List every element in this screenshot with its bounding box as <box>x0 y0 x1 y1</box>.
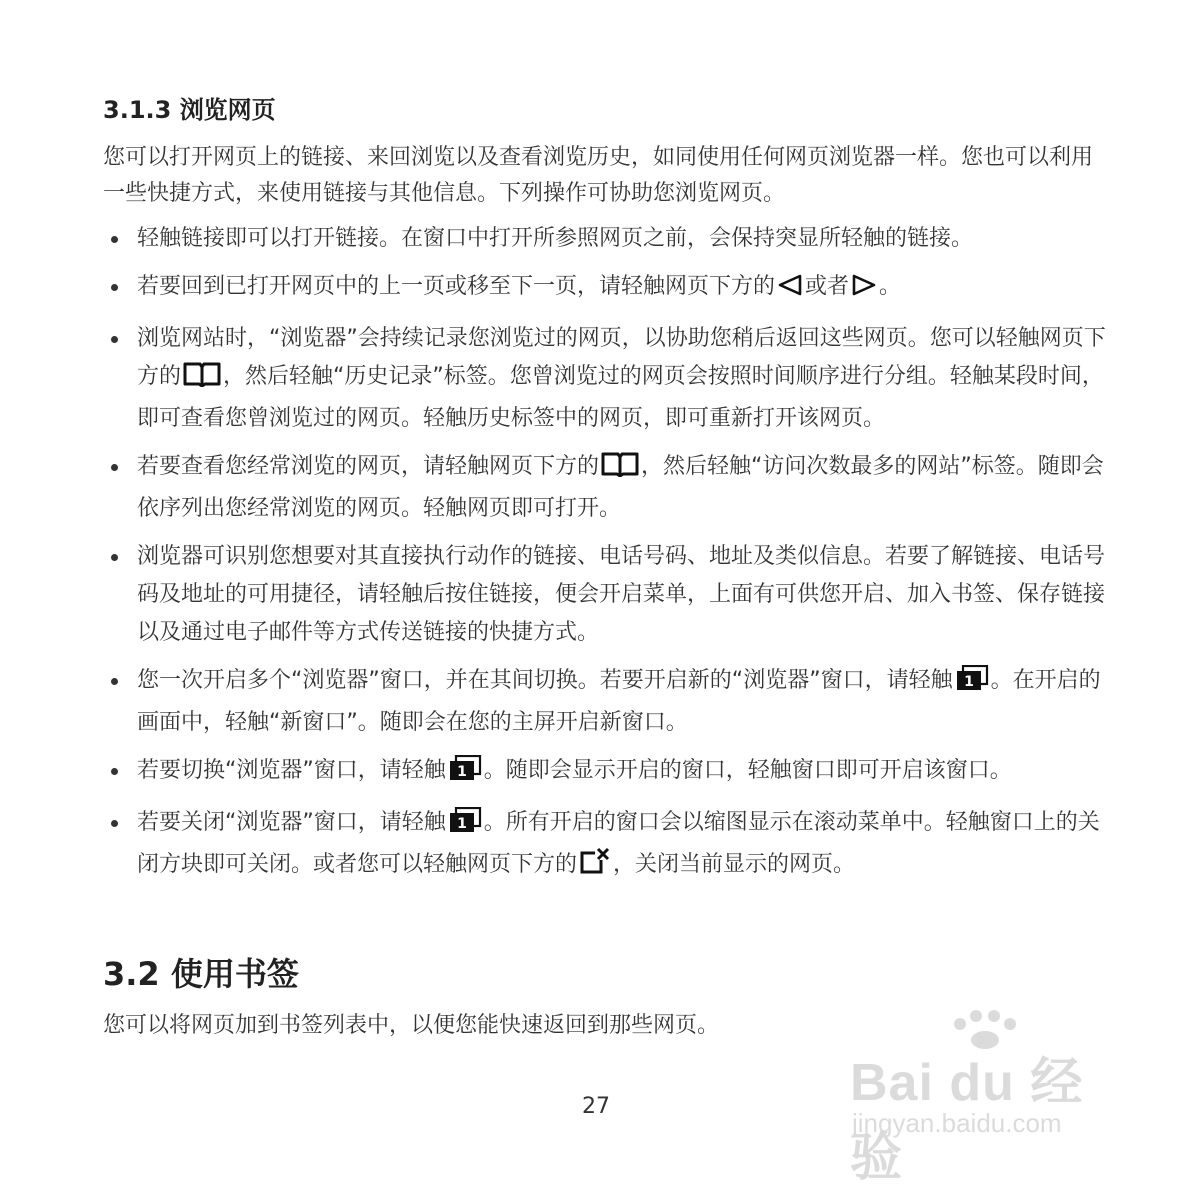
bullet-text: 浏览网站时，“浏览器”会持续记录您浏览过的网页，以协助您稍后返回这些网页。您可以轻触网页下方的 <box>137 326 1106 389</box>
bullet-text: 。所有开启的窗口会以缩图显示在滚动菜单中。轻触窗口上的关闭方块即可关闭。或者您可以轻触网页下方的 <box>137 810 1100 877</box>
windows-icon <box>448 807 482 846</box>
bookmarks-book-icon <box>183 361 221 400</box>
forward-triangle-icon <box>851 272 877 310</box>
watermark-brand: Bai du 经验 <box>850 1054 1084 1187</box>
bullet-text: ，然后轻触“历史记录”标签。您曾浏览过的网页会按照时间顺序进行分组。轻触某段时间，即可查看您曾浏览过的网页。轻触历史标签中的网页，即可重新打开该网页。 <box>137 364 1104 431</box>
bullet-text: 若要查看您经常浏览的网页，请轻触网页下方的 <box>137 454 600 479</box>
bullet-item-most-visited <box>103 448 1115 528</box>
bullet-text: 若要切换“浏览器”窗口，请轻触 <box>137 758 446 783</box>
svg-text:1: 1 <box>963 674 974 690</box>
windows-icon <box>448 755 482 794</box>
section-heading-3-1-3: 3.1.3 浏览网页 <box>103 96 276 124</box>
watermark-url: jingyan.baidu.com <box>852 1108 1062 1138</box>
bullet-text: 。在开启的画面中，轻触“新窗口”。随即会在您的主屏开启新窗口。 <box>137 668 1101 735</box>
bullet-text: 或者 <box>805 274 850 299</box>
bullet-text: 浏览器可识别您想要对其直接执行动作的链接、电话号码、地址及类似信息。若要了解链接、电话号码及地址的可用捷径，请轻触后按住链接，便会开启菜单，上面有可供您开启、加入书签、保存链接以及通过电子邮件等方式传送链接的快捷方式。 <box>137 544 1106 645</box>
section-heading-3-2: 3.2 使用书签 <box>103 955 299 993</box>
bullet-text: 若要回到已打开网页中的上一页或移至下一页，请轻触网页下方的 <box>137 274 776 299</box>
svg-text:1: 1 <box>456 816 467 832</box>
bullet-item-switch-window <box>103 752 1115 794</box>
page-number: 27 <box>582 1094 610 1119</box>
bullet-text: 轻触链接即可以打开链接。在窗口中打开所参照网页之前，会保持突显所轻触的链接。 <box>137 226 974 251</box>
svg-text:1: 1 <box>456 764 467 780</box>
bullet-list <box>103 220 1115 898</box>
bullet-text: ，然后轻触“访问次数最多的网站”标签。随即会依序列出您经常浏览的网页。轻触网页即可打开。 <box>137 454 1104 521</box>
bullet-text: 若要关闭“浏览器”窗口，请轻触 <box>137 810 446 835</box>
bullet-item-new-window <box>103 662 1115 742</box>
bookmarks-book-icon <box>601 451 639 490</box>
bullet-text: 您一次开启多个“浏览器”窗口，并在其间切换。若要开启新的“浏览器”窗口，请轻触 <box>137 668 953 693</box>
bullet-text: 。 <box>879 274 902 299</box>
windows-icon <box>955 665 989 704</box>
bullet-text: 。随即会显示开启的窗口，轻触窗口即可开启该窗口。 <box>483 758 1012 783</box>
intro-paragraph: 您可以打开网页上的链接、来回浏览以及查看浏览历史，如同使用任何网页浏览器一样。您也可以利用一些快捷方式，来使用链接与其他信息。下列操作可协助您浏览网页。 <box>103 145 1094 206</box>
bullet-item-close-window <box>103 804 1115 888</box>
close-window-icon <box>579 847 611 888</box>
bullet-item-history <box>103 320 1115 438</box>
bookmarks-intro-paragraph: 您可以将网页加到书签列表中，以便您能快速返回到那些网页。 <box>103 1013 720 1038</box>
back-triangle-icon <box>777 272 803 310</box>
bullet-text: ，关闭当前显示的网页。 <box>613 852 856 877</box>
bullet-item-open-link <box>103 220 1115 258</box>
bullet-item-back-forward <box>103 268 1115 310</box>
baidu-watermark <box>846 1010 1126 1187</box>
bullet-item-smart-links <box>103 538 1115 652</box>
